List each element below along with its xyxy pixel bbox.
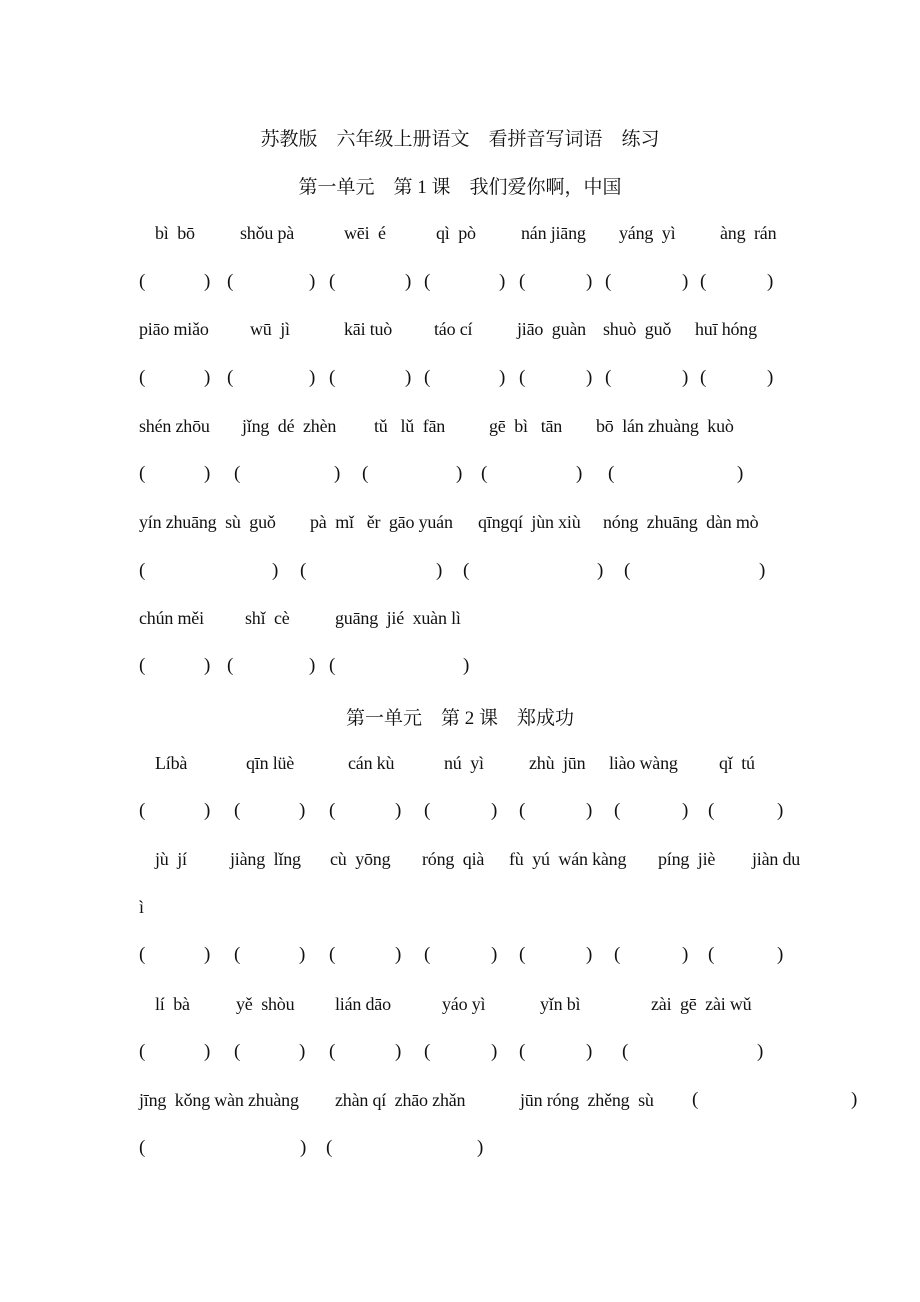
pinyin-word: jiàn du [752,849,801,869]
pinyin-wrap: ì [139,897,144,917]
open-bracket: ( [329,655,336,676]
close-bracket: ) [491,800,498,821]
open-bracket: ( [139,271,146,292]
open-bracket: ( [614,800,621,821]
close-bracket: ) [499,367,506,388]
close-bracket: ) [682,800,689,821]
close-bracket: ) [395,944,402,965]
pinyin-word: kāi tuò [344,319,393,339]
pinyin-word: tǔ lǔ fān [374,416,446,436]
open-bracket: ( [463,560,470,581]
open-bracket: ( [227,271,234,292]
open-bracket: ( [424,1041,431,1062]
close-bracket: ) [299,1041,306,1062]
open-bracket: ( [424,271,431,292]
open-bracket: ( [329,800,336,821]
open-bracket: ( [519,800,526,821]
open-bracket: ( [608,463,615,484]
close-bracket: ) [477,1137,484,1158]
close-bracket: ) [777,944,784,965]
pinyin-word: yáo yì [442,994,486,1014]
pinyin-word: zhù jūn [529,753,586,773]
open-bracket: ( [519,944,526,965]
close-bracket: ) [682,367,689,388]
open-bracket: ( [234,800,241,821]
open-bracket: ( [227,367,234,388]
pinyin-word: pà mǐ ěr gāo yuán [310,512,453,532]
open-bracket: ( [326,1137,333,1158]
open-bracket: ( [139,1137,146,1158]
open-bracket: ( [234,1041,241,1062]
open-bracket: ( [329,271,336,292]
lesson-2-heading: 第一单元 第 2 课 郑成功 [345,708,574,729]
open-bracket: ( [139,800,146,821]
pinyin-word: shǒu pà [240,223,295,243]
pinyin-word: píng jiè [658,849,716,869]
pinyin-word: àng rán [720,223,777,243]
open-bracket: ( [481,463,488,484]
close-bracket: ) [576,463,583,484]
close-bracket: ) [767,367,774,388]
close-bracket: ) [851,1089,858,1110]
pinyin-word: jiàng lǐng [230,849,301,869]
close-bracket: ) [272,560,279,581]
open-bracket: ( [605,367,612,388]
close-bracket: ) [309,271,316,292]
pinyin-word: yǐn bì [540,994,581,1014]
open-bracket: ( [708,800,715,821]
close-bracket: ) [586,944,593,965]
close-bracket: ) [204,944,211,965]
close-bracket: ) [456,463,463,484]
close-bracket: ) [757,1041,764,1062]
pinyin-word: jūn róng zhěng sù [520,1090,654,1110]
open-bracket: ( [329,367,336,388]
pinyin-word: wēi é [344,223,386,243]
open-bracket: ( [329,944,336,965]
pinyin-word: lián dāo [335,994,391,1014]
close-bracket: ) [586,271,593,292]
close-bracket: ) [682,271,689,292]
pinyin-word: lí bà [155,994,190,1014]
close-bracket: ) [777,800,784,821]
pinyin-word: nóng zhuāng dàn mò [603,512,759,532]
close-bracket: ) [586,367,593,388]
open-bracket: ( [519,1041,526,1062]
open-bracket: ( [708,944,715,965]
open-bracket: ( [139,560,146,581]
pinyin-word: bō lán zhuàng kuò [596,416,734,436]
close-bracket: ) [300,1137,307,1158]
pinyin-word: yín zhuāng sù guǒ [139,512,276,532]
pinyin-word: bì bō [155,223,195,243]
pinyin-word: piāo miǎo [139,319,209,339]
pinyin-word: shén zhōu [139,416,210,436]
pinyin-word: gē bì tān [489,416,563,436]
close-bracket: ) [586,800,593,821]
pinyin-word: fù yú wán kàng [509,849,627,869]
pinyin-word: cù yōng [330,849,391,869]
pinyin-word: qīngqí jùn xiù [478,512,581,532]
close-bracket: ) [395,800,402,821]
close-bracket: ) [204,800,211,821]
open-bracket: ( [424,367,431,388]
pinyin-word: yáng yì [619,223,676,243]
open-bracket: ( [227,655,234,676]
open-bracket: ( [300,560,307,581]
pinyin-word: nú yì [444,753,484,773]
pinyin-word: jiāo guàn [517,319,586,339]
pinyin-word: zài gē zài wǔ [651,994,752,1014]
pinyin-word: zhàn qí zhāo zhǎn [335,1090,466,1110]
close-bracket: ) [767,271,774,292]
close-bracket: ) [436,560,443,581]
close-bracket: ) [309,655,316,676]
close-bracket: ) [491,944,498,965]
close-bracket: ) [299,944,306,965]
open-bracket: ( [622,1041,629,1062]
close-bracket: ) [204,463,211,484]
open-bracket: ( [692,1089,699,1110]
document-title: 苏教版 六年级上册语文 看拼音写词语 练习 [260,129,660,150]
pinyin-word: táo cí [434,319,473,339]
close-bracket: ) [499,271,506,292]
open-bracket: ( [614,944,621,965]
pinyin-word: chún měi [139,608,204,628]
pinyin-word: huī hóng [695,319,757,339]
open-bracket: ( [519,367,526,388]
open-bracket: ( [234,944,241,965]
close-bracket: ) [405,271,412,292]
open-bracket: ( [139,367,146,388]
close-bracket: ) [299,800,306,821]
lesson-1-heading: 第一单元 第 1 课 我们爱你啊，中国 [298,177,622,198]
pinyin-word: jīng kǒng wàn zhuàng [139,1090,299,1110]
pinyin-word: shuò guǒ [603,319,672,339]
close-bracket: ) [491,1041,498,1062]
pinyin-word: nán jiāng [521,223,586,243]
close-bracket: ) [586,1041,593,1062]
open-bracket: ( [139,655,146,676]
pinyin-word: jǐng dé zhèn [242,416,337,436]
open-bracket: ( [424,944,431,965]
pinyin-word: cán kù [348,753,395,773]
open-bracket: ( [424,800,431,821]
open-bracket: ( [234,463,241,484]
close-bracket: ) [737,463,744,484]
open-bracket: ( [519,271,526,292]
open-bracket: ( [329,1041,336,1062]
open-bracket: ( [700,367,707,388]
open-bracket: ( [362,463,369,484]
pinyin-word: qì pò [436,223,476,243]
pinyin-word: liào wàng [609,753,678,773]
open-bracket: ( [139,463,146,484]
close-bracket: ) [463,655,470,676]
pinyin-word: qǐ tú [719,753,755,773]
close-bracket: ) [204,271,211,292]
open-bracket: ( [700,271,707,292]
close-bracket: ) [759,560,766,581]
close-bracket: ) [395,1041,402,1062]
open-bracket: ( [139,944,146,965]
close-bracket: ) [309,367,316,388]
close-bracket: ) [405,367,412,388]
close-bracket: ) [204,367,211,388]
pinyin-word: wū jì [250,319,290,339]
open-bracket: ( [605,271,612,292]
pinyin-word: guāng jié xuàn lì [335,608,461,628]
pinyin-word: yě shòu [236,994,295,1014]
pinyin-word: shǐ cè [245,608,290,628]
pinyin-word: qīn lüè [246,753,295,773]
pinyin-word: jù jí [155,849,187,869]
pinyin-word: róng qià [422,849,485,869]
open-bracket: ( [139,1041,146,1062]
close-bracket: ) [334,463,341,484]
open-bracket: ( [624,560,631,581]
close-bracket: ) [597,560,604,581]
close-bracket: ) [204,1041,211,1062]
close-bracket: ) [204,655,211,676]
close-bracket: ) [682,944,689,965]
pinyin-word: Líbà [155,753,188,773]
